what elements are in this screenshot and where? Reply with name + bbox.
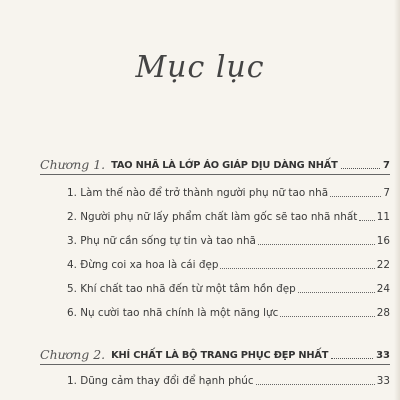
toc-entry-page: 16 <box>376 235 390 247</box>
dot-leader <box>258 244 375 245</box>
toc-entry-page: 24 <box>376 283 390 295</box>
dot-leader <box>330 196 381 197</box>
toc-entry-page: 28 <box>376 307 390 319</box>
dot-leader <box>331 358 373 359</box>
dot-leader <box>256 384 375 385</box>
chapter-underline <box>40 174 390 175</box>
chapter-page-number: 33 <box>376 350 390 361</box>
toc-entry-label: 1. Làm thế nào để trở thành người phụ nữ tao nhã <box>67 187 329 199</box>
toc-entry-page: 33 <box>376 375 390 387</box>
toc-entry-label: 1. Dũng cảm thay đổi để hạnh phúc <box>67 375 254 387</box>
toc-entry[interactable] <box>67 372 390 388</box>
chapter-page-number: 7 <box>383 160 390 171</box>
toc-entry-label: 6. Nụ cười tao nhã chính là một năng lực <box>67 307 279 319</box>
toc-entry-page: 7 <box>383 187 390 199</box>
toc-entry[interactable] <box>67 256 390 272</box>
dot-leader <box>220 268 374 269</box>
toc-entry[interactable] <box>67 184 390 200</box>
chapter-underline <box>40 364 390 365</box>
dot-leader <box>341 168 380 169</box>
chapter-title: KHÍ CHẤT LÀ BỘ TRANG PHỤC ĐẸP NHẤT <box>111 350 329 361</box>
chapter-number: Chương 2. <box>40 347 106 362</box>
toc-entry-label: 3. Phụ nữ cần sống tự tin và tao nhã <box>67 235 256 247</box>
dot-leader <box>298 292 375 293</box>
toc-entry[interactable] <box>67 304 390 320</box>
toc-entry[interactable] <box>67 208 390 224</box>
chapter-number: Chương 1. <box>40 157 106 172</box>
toc-entry-page: 22 <box>376 259 390 271</box>
chapter-heading[interactable] <box>40 340 390 362</box>
toc-entry[interactable] <box>67 280 390 296</box>
dot-leader <box>359 220 374 221</box>
toc-title: Mục lục <box>135 50 265 85</box>
toc-entry-label: 4. Đừng coi xa hoa là cái đẹp <box>67 259 219 271</box>
toc-entry-label: 2. Người phụ nữ lấy phẩm chất làm gốc sẽ tao nhã nhất <box>67 211 358 223</box>
toc-entry[interactable] <box>67 232 390 248</box>
toc-entry-label: 5. Khí chất tao nhã đến từ một tâm hồn đẹp <box>67 283 296 295</box>
dot-leader <box>280 316 374 317</box>
page-edge-shadow <box>394 0 400 400</box>
chapter-heading[interactable] <box>40 150 390 172</box>
toc-entry-page: 11 <box>376 211 390 223</box>
chapter-title: TAO NHÃ LÀ LỚP ÁO GIÁP DỊU DÀNG NHẤT <box>111 160 338 171</box>
